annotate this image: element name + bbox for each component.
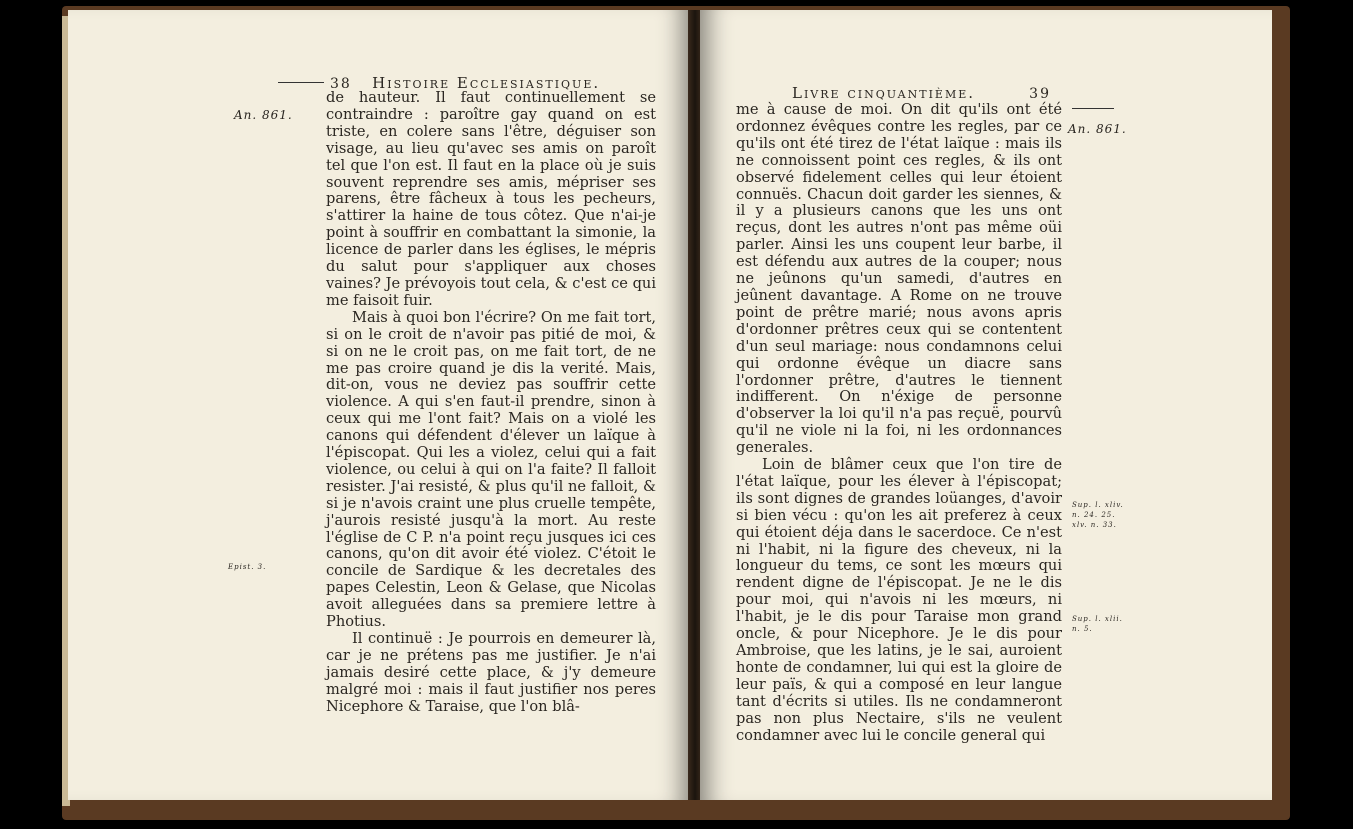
paragraph: Loin de blâmer ceux que l'on tire de l'état laïque, pour les élever à l'épiscopat; ils sont dignes de grandes loüanges, d'avoir si bien vécu : qu'on les ait preferez à ceux qui étoient déja dans le sacerdoce. Ce n'est ni l'habit, ni la figure des cheveux, ni la longueur du tems, ce sont les mœurs qui rendent digne de l'épiscopat. Je ne le dis pour moi, qui n'avois ni les mœurs, ni l'habit, je le dis pour Taraise mon grand oncle, & pour Nicephore. Je le dis pour Ambroise, que les latins, je le sai, auroient honte de condamner, lui qui est la gloire de leur païs, & qui a composé en leur langue tant d'écrits si utiles. Ils ne condamneront pas non plus Nectaire, s'ils ne veulent condamner avec lui le concile general qui <box>736 456 1062 744</box>
margin-year: An. 861. <box>234 108 293 122</box>
margin-reference: Sup. l. xliv. n. 24. 25. xlv. n. 33. <box>1072 501 1124 529</box>
left-page <box>68 10 690 800</box>
margin-reference: Epist. 3. <box>228 563 267 571</box>
right-page-body <box>736 102 1062 744</box>
margin-reference: Sup. l. xlii. n. 5. <box>1072 615 1123 633</box>
running-title: Histoire Ecclesiastique. <box>372 74 601 92</box>
page-number: 38 <box>330 76 352 92</box>
paragraph: me à cause de moi. On dit qu'ils ont été ordonnez évêques contre les regles, par ce qu'ils ont été tirez de l'état laïque : mais ils ne connoissent point ces regles, & ils ont observé fidelement celles qui leur étoient connuës. Chacun doit garder les siennes, & il y a plusieurs canons que les uns ont reçus, dont les autres n'ont pas même oüi parler. Ainsi les uns coupent leur barbe, il est défendu aux autres de la couper; nous ne jeûnons qu'un samedi, d'autres en jeûnent davantage. A Rome on ne trouve point de prêtre marié; nous avons apris d'ordonner prêtres ceux qui se contentent d'un seul mariage: nous condamnons celui qui ordonne évêque un diacre sans l'ordonner prêtre, d'autres le tiennent indifferent. On n'éxige de personne d'observer la loi qu'il n'a pas reçuë, pourvû qu'il ne viole ni la foi, ni les ordonnances generales. <box>736 101 1062 457</box>
paragraph: Mais à quoi bon l'écrire? On me fait tort, si on le croit de n'avoir pas pitié de moi, & si on ne le croit pas, on me fait tort, de ne me pas croire quand je dis la verité. Mais, dit-on, vous ne deviez pas souffrir cette violence. A qui s'en faut-il prendre, sinon à ceux qui me l'ont fait? Mais on a violé les canons qui défendent d'élever un laïque à l'épiscopat. Qui les a violez, celui qui a fait violence, ou celui à qui on l'a faite? Il falloit resister. J'ai resisté, & plus qu'il ne falloit, & si je n'avois craint une plus cruelle tempête, j'aurois resisté jusqu'à la mort. Au reste l'église de C P. n'a point reçu jusques ici ces canons, qu'on dit avoir été violez. C'étoit le concile de Sardique & les decretales des papes Celestin, Leon & Gelase, que Nicolas avoit alleguées dans sa premiere lettre à Photius. <box>326 308 656 631</box>
paragraph: Il continuë : Je pourrois en demeurer là, car je ne prétens pas me justifier. Je n'ai jamais desiré cette place, & j'y demeure malgré moi : mais il faut justifier nos peres Nicephore & Taraise, que l'on blâ- <box>326 630 656 715</box>
paragraph: de hauteur. Il faut continuellement se contraindre : paroître gay quand on est triste, en colere sans l'être, déguiser son visage, au lieu qu'avec ses amis on paroît tel que l'on est. Il faut en la place où je suis souvent reprendre ses amis, mépriser ses parens, être fâcheux à tous les pecheurs, s'attirer la haine de tous côtez. Que n'ai-je point à souffrir en combattant la simonie, la licence de parler dans les églises, le mépris du salut pour s'appliquer aux choses vaines? Je prévoyois tout cela, & c'est ce qui me faisoit fuir. <box>326 89 656 309</box>
running-head-right <box>792 84 1051 102</box>
running-title: Livre cinquantième. <box>792 84 976 102</box>
page-number: 39 <box>1029 86 1051 102</box>
left-page-body <box>326 90 656 716</box>
header-rule <box>1072 108 1114 109</box>
right-page <box>700 10 1272 800</box>
margin-year: An. 861. <box>1068 122 1127 136</box>
header-rule <box>278 82 324 83</box>
